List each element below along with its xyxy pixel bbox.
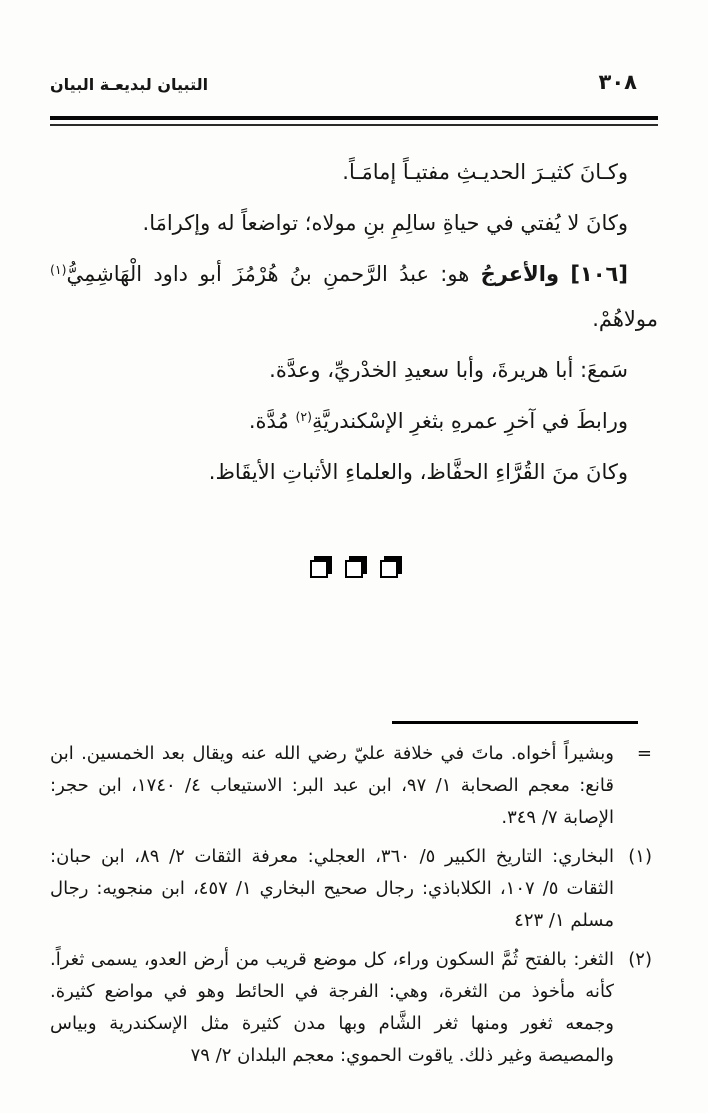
paragraph-text: مُدَّة. (248, 409, 289, 433)
footnote-text: الثغر: بالفتح ثُمَّ السكون وراء، كل موضع قريب من أرض العدو، يسمى ثغراً. كأنه مأخوذ من الثغرة، وهي: الفرجة في الحائط وهو في مواضع كثيرة. وجمعه ثغور ومنها ثغر الشَّام وبها مدن كثيرة مثل الإسكندرية وبياس والمصيصة وغير ذلك. ياقوت الحموي: معجم البلدان ٢/ ٧٩ (50, 949, 614, 1066)
footnotes-section (50, 721, 658, 1079)
section-divider-ornament (0, 560, 708, 578)
footnote-marker: (٢) (628, 949, 652, 970)
entry-paragraph (50, 252, 658, 342)
footnote-separator (392, 721, 638, 724)
paragraph (50, 150, 658, 195)
entry-number: [١٠٦] (570, 262, 628, 286)
paragraph-text: هو: عبدُ الرَّحمنِ بنُ هُرْمُزَ أبو داود الْهَاشِمِيُّ (66, 262, 470, 286)
footnote-item (50, 841, 658, 937)
ornament-square (380, 560, 398, 578)
paragraph-text: سَمعَ: أبا هريرةَ، وأبا سعيدِ الخدْريِّ، وعدَّة. (269, 358, 628, 382)
paragraph (50, 201, 658, 246)
ornament-square (345, 560, 363, 578)
paragraph-text: وكـانَ كثيـرَ الحديـثِ مفتيـاً إمامَـاً. (342, 160, 628, 184)
page-number: ٣٠٨ (598, 70, 637, 94)
paragraph-text: وكانَ لا يُفتي في حياةِ سالِمِ بنِ مولاه؛ تواضعاً له وإكرامَا. (142, 211, 628, 235)
ornament-square (310, 560, 328, 578)
paragraph-text: وكانَ منَ القُرَّاءِ الحفَّاظ، والعلماءِ الأثباتِ الأيقَاظ. (208, 460, 628, 484)
paragraph-text: مولاهُمْ. (592, 307, 658, 331)
paragraph (50, 450, 658, 495)
footnote-text: وبشيراً أخواه. ماتَ في خلافة عليّ رضي الله عنه ويقال بعد الخمسين. ابن قانع: معجم الصحابة ١/ ٩٧، ابن عبد البر: الاستيعاب ٤/ ١٧٤٠، ابن حجر: الإصابة ٧/ ٣٤٩. (50, 743, 614, 828)
page-header (50, 70, 658, 94)
main-text (50, 150, 658, 501)
book-title: التبيان لبديعـة البيان (50, 75, 209, 94)
paragraph-text: ورابطَ في آخرِ عمرهِ بثغرِ الإسْكندريَّةِ (312, 409, 628, 433)
header-rule-thin (50, 124, 658, 126)
entry-headword: والأعرجُ (480, 262, 560, 286)
footnote-item (50, 944, 658, 1072)
footnote-item (50, 738, 658, 834)
paragraph (50, 399, 658, 444)
header-rule-thick (50, 116, 658, 120)
footnote-marker: (١) (628, 846, 652, 867)
footnote-ref-2: (٢) (295, 409, 313, 424)
footnote-continuation-marker: = (636, 743, 652, 764)
footnote-ref-1: (١) (50, 262, 67, 277)
header-rules (50, 116, 658, 126)
footnote-text: البخاري: التاريخ الكبير ٥/ ٣٦٠، العجلي: معرفة الثقات ٢/ ٨٩، ابن حبان: الثقات ٥/ ١٠٧، الكلاباذي: رجال صحيح البخاري ١/ ٤٥٧، ابن منجويه: رجال مسلم ١/ ٤٢٣ (50, 846, 614, 931)
paragraph (50, 348, 658, 393)
